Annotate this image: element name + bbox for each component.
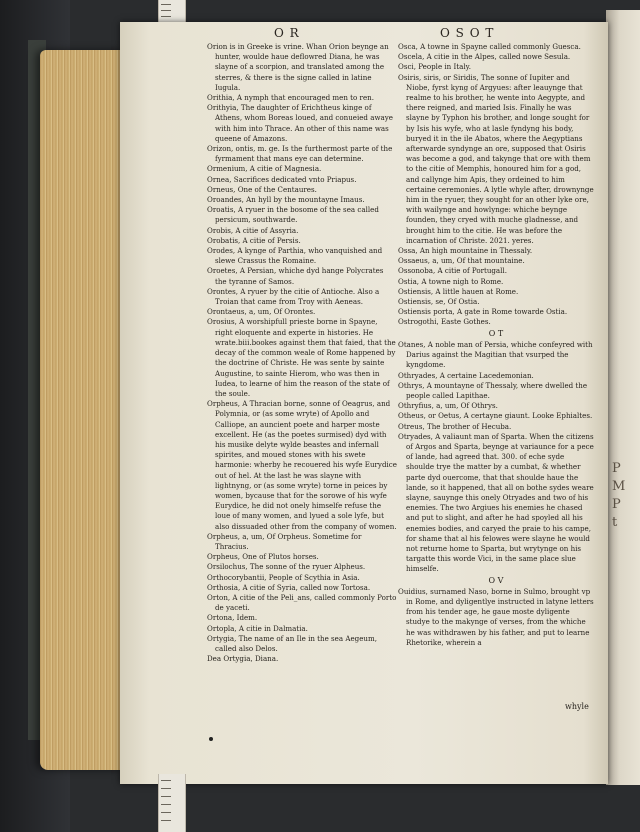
dictionary-entry: Ossa, An high mountaine in Thessaly. (398, 246, 533, 256)
dictionary-entry: Osca, A towne in Spayne called commonly Guesca. (398, 42, 581, 51)
fragment-letter: t (612, 515, 618, 530)
dictionary-entry: Orizon, ontis, m. ge. Is the furthermost parte of the fyrmament that mans eye can determine. (207, 144, 393, 164)
dictionary-entry: Orontes, A ryuer by the citie of Antioche. Also a Troian that came from Troy with Aeneas. (207, 286, 380, 307)
fragment-letter: M (612, 479, 626, 494)
dictionary-entry: Ormenium, A citie of Magnesia. (207, 164, 322, 174)
running-head-left: O R (274, 26, 300, 40)
fragment-letter: P (612, 497, 621, 512)
dictionary-entry: Oscela, A citie in the Alpes, called nowe Sesula. (398, 52, 571, 62)
dictionary-entry: Ostiensis, A little hauen at Rome. (398, 286, 519, 296)
dictionary-entry: Orthosia, A citie of Syria, called now Tortosa. (207, 582, 371, 592)
dictionary-entry: Oroatis, A ryuer in the bosome of the sea called persicum, southwarde. (207, 205, 379, 225)
dictionary-entry: Ornea, Sacrifices dedicated vnto Priapus. (207, 174, 357, 184)
dictionary-entry: Dea Ortygia, Diana. (207, 654, 279, 664)
dictionary-entry: Osci, People in Italy. (398, 62, 471, 72)
dictionary-entry: Ouidius, surnamed Naso, borne in Sulmo, brought vp in Rome, and dyligentlye instructed in latyne letters from his tender age, he gaue moste dyligente studye to the makynge of verses, from the whiche he was withdrawen by his father, and put to learne Rhetorike, wherein a (398, 586, 594, 647)
dictionary-entry: Oroetes, A Persian, whiche dyd hange Polycrates the tyranne of Samos. (207, 266, 384, 286)
dictionary-entry: Ortygia, The name of an Ile in the sea Aegeum, called also Delos. (207, 633, 377, 653)
dictionary-entry: Orsilochus, The sonne of the ryuer Alpheus. (207, 562, 366, 572)
facing-page-fragment (612, 460, 640, 570)
right-column (398, 42, 594, 648)
dictionary-entry: Ortopla, A citie in Dalmatia. (207, 623, 308, 633)
dictionary-entry: Orthocorybantii, People of Scythia in Asia. (207, 572, 360, 582)
dictionary-entry: Orithia, A nymph that encouraged men to ren. (207, 93, 374, 103)
left-column (207, 42, 397, 664)
dictionary-entry: Othrys, A mountayne of Thessaly, where dwelled the people called Lapithae. (398, 380, 588, 400)
dictionary-entry: Orpheus, a, um, Of Orpheus. Sometime for Thracius. (207, 531, 362, 551)
dictionary-entry: Orobatis, A citie of Persis. (207, 235, 301, 245)
dictionary-entry: Ostiensis, se, Of Ostia. (398, 297, 480, 307)
dictionary-entry: Orton, A citie of the Peli_ans, called commonly Porto de yaceti. (207, 592, 397, 613)
dictionary-entry: Orodes, A kynge of Parthia, who vanquished and slewe Crassus the Romaine. (207, 246, 383, 266)
dictionary-entry: Ostia, A towne nigh to Rome. (398, 276, 504, 286)
section-heading: O V (488, 575, 504, 585)
dictionary-entry: Orosius, A worshipfull prieste borne in Spayne, right eloquente and experte in histories. He wrate.biii.bookes against them that faied, that the decay of the common weale of Rome happened by the doctrine of Christe. He was sente by sainte Augustine, to sainte Hierom, who was then in Iudea, to learne of him the reason of the state of the soule. (207, 317, 396, 398)
dictionary-entry: Otanes, A noble man of Persia, whiche confeyred with Darius against the Magitian that vsurped the kyngdome. (398, 339, 593, 370)
section-heading: O T (488, 328, 504, 338)
dictionary-entry: Othryfius, a, um, Of Othrys. (398, 401, 498, 411)
dictionary-entry: Oroandes, An hyll by the mountayne Imaus. (207, 195, 365, 205)
dictionary-entry: Orneus, One of the Centaures. (207, 184, 317, 194)
dictionary-entry: Otreus, The brother of Hecuba. (398, 421, 512, 431)
dictionary-entry: Ostiensis porta, A gate in Rome towarde Ostia. (398, 307, 568, 317)
facing-page-edge (606, 10, 640, 785)
running-head-right: O S O T (440, 26, 495, 40)
ink-mark (209, 737, 213, 741)
dictionary-entry: Othryades, A certaine Lacedemonian. (398, 370, 534, 380)
dictionary-entry: Orpheus, A Thracian borne, sonne of Oeagrus, and Polymnia, or (as some wryte) of Apollo and Calliope, an auncient poete and harper moste excellent. He (as the poetes surmised) dyd with his musike delyte wylde beastes and infernall spirites, and moued stones with his swete harmonie: wherby he recouered his wyfe Eurydice out of hel. At the last he was slayne with lightnyng, or (as some wryte) torne in peices by women, bycause that for the sorowe of his wyfe Eurydice, he did not onely himselfe refuse the loue of many women, and lyued a sole lyfe, but also dissuaded other from the company of women. (207, 399, 397, 531)
fragment-letter: P (612, 461, 621, 476)
dictionary-entry: Orontaeus, a, um, Of Orontes. (207, 307, 316, 317)
dictionary-entry: Orpheus, One of Plutos horses. (207, 552, 319, 562)
dictionary-entry: Ossonoba, A citie of Portugall. (398, 266, 507, 276)
dictionary-entry: Ostrogothi, Easte Gothes. (398, 317, 491, 327)
dictionary-entry: Otheus, or Oetus, A certayne giaunt. Looke Ephialtes. (398, 411, 593, 421)
dictionary-entry: Ortona, Idem. (207, 613, 258, 623)
scale-ruler-bottom (158, 774, 186, 832)
dictionary-entry: Osiris, siris, or Siridis, The sonne of Iupiter and Niobe, fyrst kyng of Argyues: after leauynge that realme to his brother, he wente into Aegypte, and there reigned, and maried Isis. Finally he was slayne by Typhon his brother, and longe sought for by Isis his wyfe, who at lasle fyndyng his body, buryed it in the ile Abatos, where the Aegyptians afterwarde syndynge an ore, supposed that Osiris was become a god, and takynge that ore with them to the citie of Memphis, honoured him for a god, and callynge him Apis, they ordeined to him certaine ceremonies. A lytle whyle after, drownynge him in the ryuer, they sought for an other lyke ore, with wailynge and howlynge: whiche beynge founden, they cryed with muche gladnesse, and brought him to the citie. He was before the incarnation of Christe. 2021. yeres. (398, 72, 594, 245)
dictionary-entry: Otryades, A valiaunt man of Sparta. When the citizens of Argos and Sparta, beynge at variaunce for a pece of lande, had agreed that. 300. of eche syde shoulde trye the matter by a cumbat, & whether parte dyd ouercome, that that shoulde haue the lande, so it happened, that all on bothe sydes weare slayne, sauynge this onely Otryades and two of his enemies. The two Argiues his enemies he chased and put to slight, and after he had spoyled all his enemies bodies, and caryed the praie to his campe, for shame that al his felowes were slayne he would not returne home to Sparta, but wrytynge on his targatte this worde Vici, in the same place slue himselfe. (398, 431, 594, 574)
dictionary-entry: Orithyia, The daughter of Erichtheus kinge of Athens, whom Boreas loued, and conueied awaye with him into Thrace. An other of this name was queene of Amazons. (207, 103, 393, 143)
dictionary-entry: Orion is in Greeke is vrine. Whan Orion beynge an hunter, woulde haue deflowred Diana, he was slayne of a scorpion, and translated among the sterres, & there is the signe called in latine Iugula. (207, 42, 389, 92)
dictionary-entry: Orobis, A citie of Assyria. (207, 225, 299, 235)
page-edges (40, 50, 125, 770)
dictionary-entry: Ossaeus, a, um, Of that mountaine. (398, 256, 525, 266)
catchword: whyle (565, 702, 589, 711)
